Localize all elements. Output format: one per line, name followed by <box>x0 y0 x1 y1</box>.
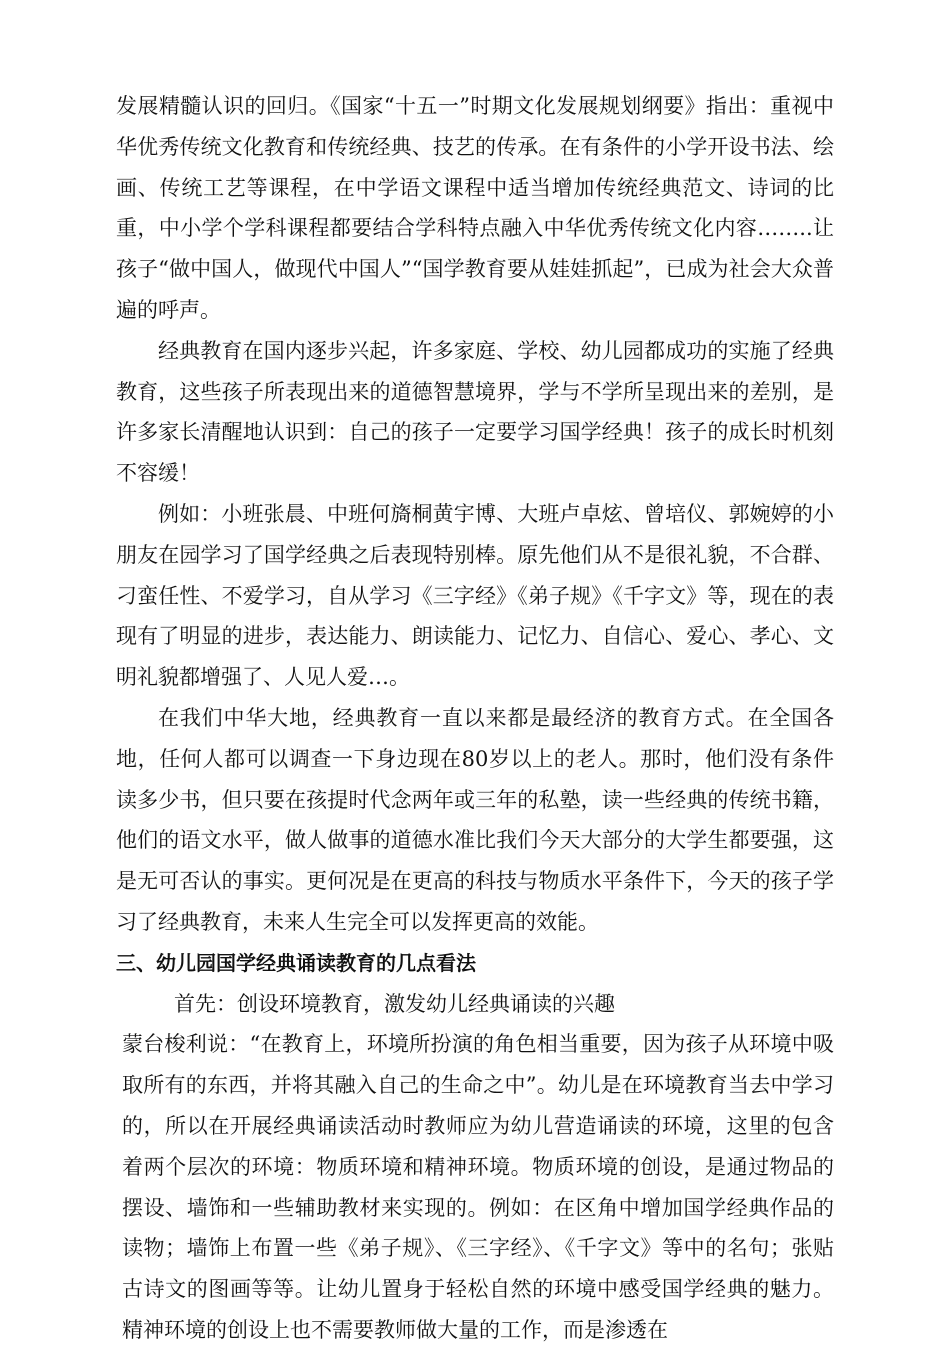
paragraph-1: 发展精髓认识的回归。《国家“十五一”时期文化发展规划纲要》指出：重视中华优秀传统文化教育和传统经典、技艺的传承。在有条件的小学开设书法、绘画、传统工艺等课程，在中学语文课程中适当增加传统经典范文、诗词的比重，中小学个学科课程都要结合学科特点融入中华优秀传统文化内容……..让孩子“做中国人，做现代中国人”“国学教育要从娃娃抓起”，已成为社会大众普遍的呼声。 <box>116 94 834 322</box>
paragraph-3: 例如：小班张晨、中班何旖桐黄宇博、大班卢卓炫、曾培仪、郭婉婷的小朋友在园学习了国学经典之后表现特别棒。原先他们从不是很礼貌，不合群、刁蛮任性、不爱学习，自从学习《三字经》《弟子规》《千字文》等，现在的表现有了明显的进步，表达能力、朗读能力、记忆力、自信心、爱心、孝心、文明礼貌都增强了、人见人爱…。 <box>116 501 834 690</box>
paragraph-2: 经典教育在国内逐步兴起，许多家庭、学校、幼儿园都成功的实施了经典教育，这些孩子所表现出来的道德智慧境界，学与不学所呈现出来的差别，是许多家长清醒地认识到：自己的孩子一定要学习国学经典！孩子的成长时机刻不容缓！ <box>116 338 834 486</box>
document-body <box>116 86 834 1351</box>
subheading: 首先：创设环境教育，激发幼儿经典诵读的兴趣 <box>174 991 615 1016</box>
section-heading: 三、幼儿园国学经典诵读教育的几点看法 <box>116 950 476 975</box>
paragraph-4: 在我们中华大地，经典教育一直以来都是最经济的教育方式。在全国各地，任何人都可以调查一下身边现在80岁以上的老人。那时，他们没有条件读多少书，但只要在孩提时代念两年或三年的私塾，读一些经典的传统书籍，他们的语文水平，做人做事的道德水准比我们今天大部分的大学生都要强，这是无可否认的事实。更何况是在更高的科技与物质水平条件下，今天的孩子学习了经典教育，未来人生完全可以发挥更高的效能。 <box>116 705 834 934</box>
paragraph-5: 蒙台梭利说：“在教育上，环境所扮演的角色相当重要，因为孩子从环境中吸取所有的东西，并将其融入自己的生命之中”。幼儿是在环境教育当去中学习的，所以在开展经典诵读活动时教师应为幼儿营造诵读的环境，这里的包含着两个层次的环境：物质环境和精神环境。物质环境的创设，是通过物品的摆设、墙饰和一些辅助教材来实现的。例如：在区角中增加国学经典作品的读物；墙饰上布置一些《弟子规》、《三字经》、《千字文》等中的名句；张贴古诗文的图画等等。让幼儿置身于轻松自然的环境中感受国学经典的魅力。精神环境的创设上也不需要教师做大量的工作，而是渗透在 <box>122 1032 834 1342</box>
